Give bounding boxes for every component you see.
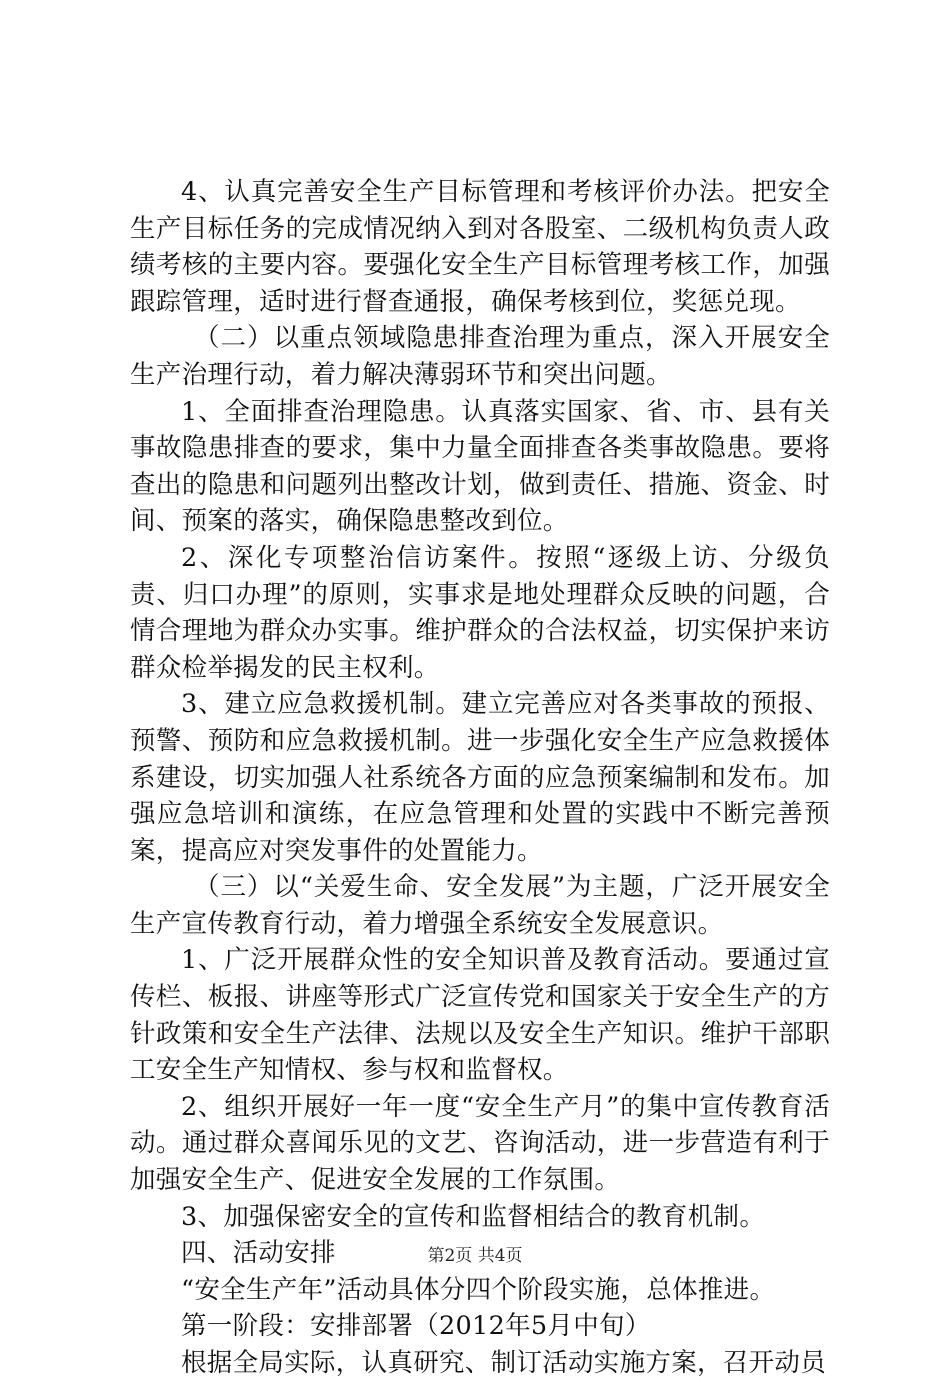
paragraph-item-3b: 3、加强保密安全的宣传和监督相结合的教育机制。 <box>181 1201 766 1232</box>
paragraph-item-2b: 2、组织开展好一年一度“安全生产月”的集中宣传教育活动。通过群众喜闻乐见的文艺、咨询活动，进一步营造有利于加强安全生产、促进安全发展的工作氛围。 <box>130 1091 830 1196</box>
phase-heading-1: 第一阶段：安排部署（2012年5月中旬） <box>181 1311 651 1342</box>
paragraph-item-4: 4、认真完善安全生产目标管理和考核评价办法。把安全生产目标任务的完成情况纳入到对各股室、二级机构负责人政绩考核的主要内容。要强化安全生产目标管理考核工作，加强跟踪管理，适时进行督查通报，确保考核到位，奖惩兑现。 <box>130 177 830 317</box>
paragraph-item-1b: 1、广泛开展群众性的安全知识普及教育活动。要通过宣传栏、板报、讲座等形式广泛宣传党和国家关于安全生产的方针政策和安全生产法律、法规以及安全生产知识。维护干部职工安全生产知情权、参与权和监督权。 <box>130 945 830 1086</box>
paragraph-item-3: 3、建立应急救援机制。建立完善应对各类事故的预报、预警、预防和应急救援机制。进一步强化安全生产应急救援体系建设，切实加强人社系统各方面的应急预案编制和发布。加强应急培训和演练，在应急管理和处置的实践中不断完善预案，提高应对突发事件的处置能力。 <box>130 689 830 866</box>
page-footer: 第2页 共4页 <box>427 1246 523 1266</box>
paragraph-phase-1: 根据全局实际，认真研究、制订活动实施方案，召开动员 <box>181 1348 827 1378</box>
document-body <box>130 174 830 1382</box>
paragraph-item-1: 1、全面排查治理隐患。认真落实国家、省、市、县有关事故隐患排查的要求，集中力量全面排查各类事故隐患。要将查出的隐患和问题列出整改计划，做到责任、措施、资金、时间、预案的落实，确保隐患整改到位。 <box>130 396 830 537</box>
section-heading-3: （三）以“关爱生命、安全发展”为主题，广泛开展安全生产宣传教育行动，着力增强全系统安全发展意识。 <box>130 872 830 939</box>
paragraph-item-2: 2、深化专项整治信访案件。按照“逐级上访、分级负责、归口办理”的原则，实事求是地处理群众反映的问题，合情合理地为群众办实事。维护群众的合法权益，切实保护来访群众检举揭发的民主权利。 <box>130 542 830 683</box>
section-heading-4: 四、活动安排 <box>181 1238 336 1269</box>
paragraph-overview: “安全生产年”活动具体分四个阶段实施，总体推进。 <box>181 1274 776 1305</box>
section-heading-2: （二）以重点领域隐患排查治理为重点，深入开展安全生产治理行动，着力解决薄弱环节和突出问题。 <box>130 323 830 390</box>
